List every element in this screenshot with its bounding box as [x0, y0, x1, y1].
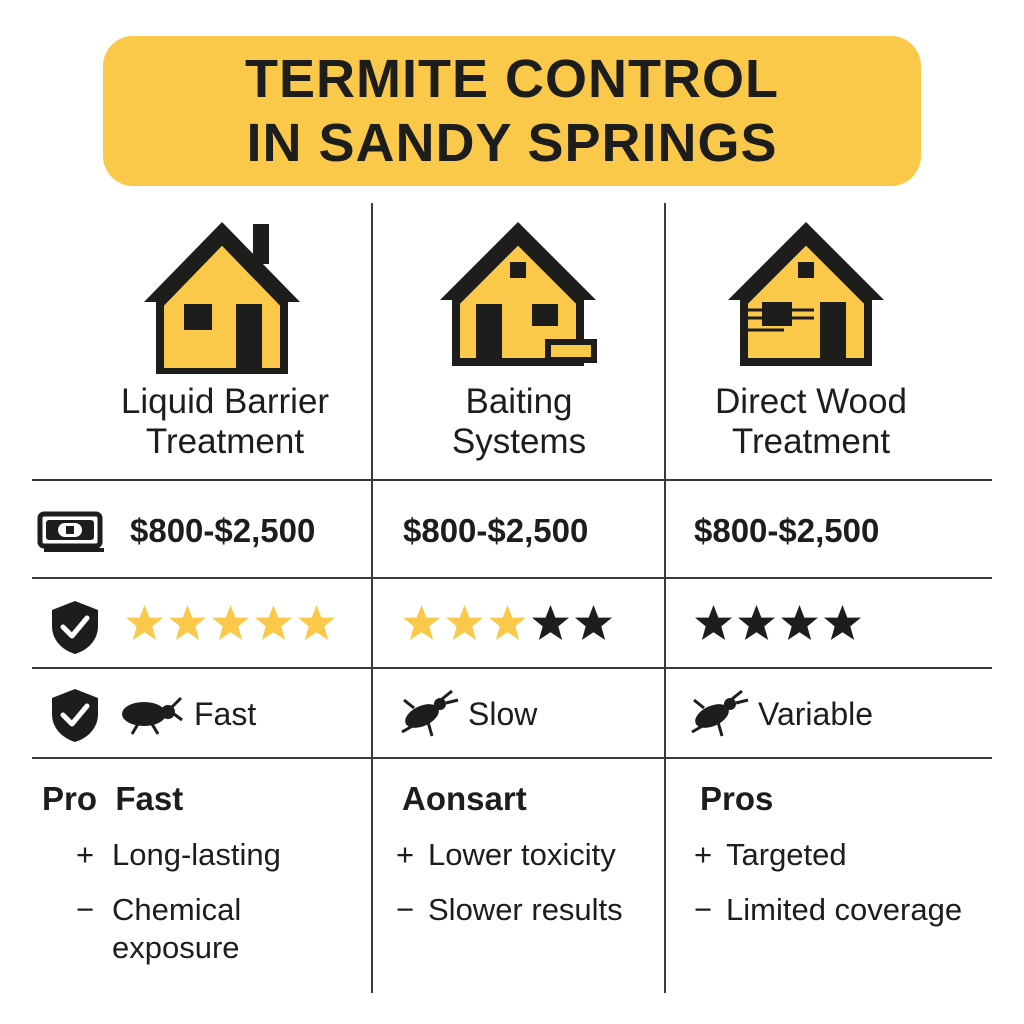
cost-direct-wood: $800-$2,500 [694, 512, 880, 549]
con-baiting [396, 891, 623, 929]
star-filled-gold [168, 603, 207, 642]
column-title-direct-wood [666, 382, 956, 462]
con-text: Slower results [428, 892, 623, 927]
termite-icon [686, 688, 750, 740]
con-direct-wood [694, 891, 962, 929]
shield-check-icon [48, 598, 102, 656]
money-icon [36, 510, 106, 552]
star-filled-dark [737, 603, 776, 642]
column-title-baiting [373, 382, 665, 462]
star-filled-gold [125, 603, 164, 642]
pro-text: Long-lasting [112, 837, 281, 872]
speed-baiting: Slow [468, 695, 538, 732]
title-banner [103, 36, 921, 186]
rating-liquid-barrier [125, 603, 336, 642]
con-liquid-barrier [76, 891, 241, 967]
row-divider-2 [32, 577, 992, 579]
column-title-line-1: Direct Wood [715, 382, 907, 421]
row-divider-4 [32, 757, 992, 759]
pros-heading-baiting: Aonsart [402, 780, 527, 817]
pro-text: Targeted [726, 837, 847, 872]
pros-heading-liquid-barrier: Pro Fast [42, 780, 184, 817]
pro-text: Lower toxicity [428, 837, 616, 872]
star-filled-dark [694, 603, 733, 642]
star-filled-dark [780, 603, 819, 642]
star-filled-dark [574, 603, 613, 642]
column-title-line-1: Liquid Barrier [120, 382, 330, 421]
plus-symbol: + [76, 837, 95, 872]
pro-direct-wood [694, 836, 847, 874]
shield-check-icon [48, 686, 102, 744]
pros-heading-direct-wood: Pros [700, 780, 774, 817]
column-title-liquid-barrier [80, 382, 370, 462]
termite-icon [396, 688, 460, 740]
column-title-line-2: Systems [451, 422, 587, 461]
minus-symbol: − [396, 892, 415, 927]
star-filled-gold [445, 603, 484, 642]
star-filled-gold [297, 603, 336, 642]
minus-symbol: − [76, 892, 95, 927]
column-title-line-2: Treatment [145, 422, 305, 461]
column-title-line-2: Treatment [731, 422, 891, 461]
column-divider-1 [371, 203, 373, 993]
column-divider-2 [664, 203, 666, 993]
row-divider-1 [32, 479, 992, 481]
rating-baiting [402, 603, 613, 642]
title-line-2: IN SANDY SPRINGS [246, 113, 778, 173]
cost-liquid-barrier: $800-$2,500 [130, 512, 316, 549]
pro-liquid-barrier [76, 836, 281, 874]
house-icon-baiting [436, 218, 600, 368]
title-line-1: TERMITE CONTROL [245, 49, 779, 109]
speed-direct-wood: Variable [758, 695, 874, 732]
pro-baiting [396, 836, 616, 874]
plus-symbol: + [694, 837, 713, 872]
row-divider-3 [32, 667, 992, 669]
rating-direct-wood [694, 603, 862, 642]
house-icon-direct-wood [724, 218, 888, 368]
star-filled-dark [531, 603, 570, 642]
star-filled-gold [402, 603, 441, 642]
cost-baiting: $800-$2,500 [403, 512, 589, 549]
star-filled-gold [211, 603, 250, 642]
star-filled-dark [823, 603, 862, 642]
con-text: Limited coverage [726, 892, 963, 927]
star-filled-gold [254, 603, 293, 642]
column-title-line-1: Baiting [465, 382, 573, 421]
termite-icon [118, 692, 184, 736]
plus-symbol: + [396, 837, 415, 872]
star-filled-gold [488, 603, 527, 642]
con-text: Chemical [112, 892, 242, 927]
minus-symbol: − [694, 892, 713, 927]
speed-liquid-barrier: Fast [194, 695, 257, 732]
house-icon-liquid-barrier [140, 218, 304, 374]
con-text-2: exposure [112, 930, 240, 965]
